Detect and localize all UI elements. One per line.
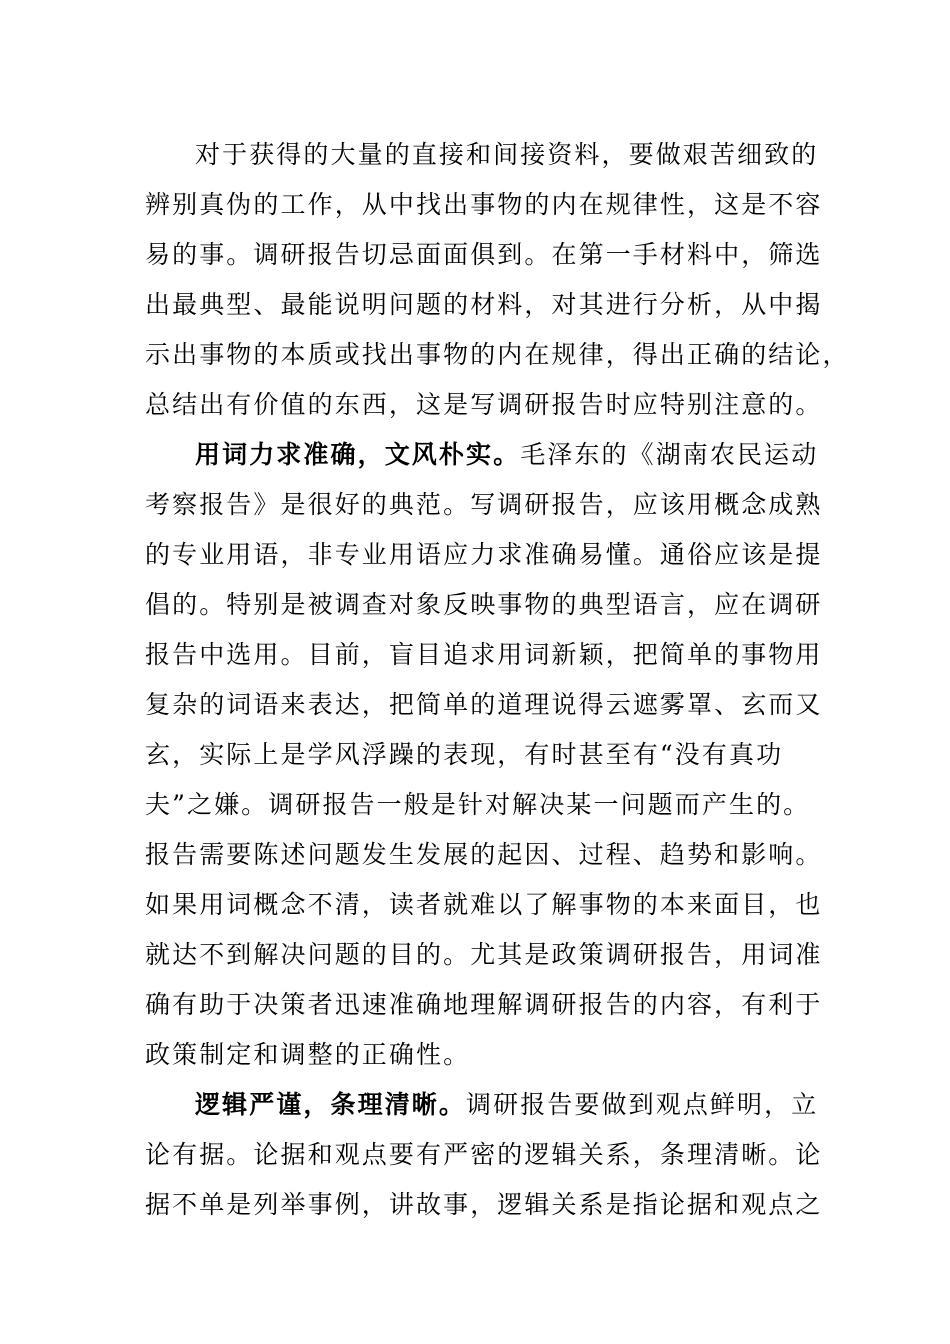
paragraph-line: 复杂的词语来表达，把简单的道理说得云遮雾罩、玄而又 bbox=[145, 690, 823, 719]
paragraph-first-line bbox=[145, 430, 819, 480]
paragraph-first-line bbox=[145, 1080, 819, 1130]
paragraph-line: 论有据。论据和观点要有严密的逻辑关系，条理清晰。论 bbox=[145, 1140, 823, 1169]
paragraph-line: 总结出有价值的东西，这是写调研报告时应特别注意的。 bbox=[145, 390, 823, 419]
paragraph-line: 报告需要陈述问题发生发展的起因、过程、趋势和影响。 bbox=[145, 840, 823, 869]
paragraph-first-line-text: 调研报告要做到观点鲜明，立 bbox=[466, 1090, 819, 1119]
paragraph-first-line-text: 毛泽东的《湖南农民运动 bbox=[520, 440, 819, 469]
paragraph-line: 的专业用语，非专业用语应力求准确易懂。通俗应该是提 bbox=[145, 540, 823, 569]
paragraph-line: 对于获得的大量的直接和间接资料，要做艰苦细致的 bbox=[195, 140, 819, 169]
paragraph-heading: 用词力求准确，文风朴实。 bbox=[195, 440, 521, 469]
paragraph-heading: 逻辑严谨，条理清晰。 bbox=[195, 1090, 467, 1119]
paragraph-1 bbox=[145, 130, 850, 430]
paragraph-line: 如果用词概念不清，读者就难以了解事物的本来面目，也 bbox=[145, 890, 823, 919]
document-body bbox=[145, 130, 850, 1230]
paragraph-line: 政策制定和调整的正确性。 bbox=[145, 1040, 471, 1069]
paragraph-line: 夫”之嫌。调研报告一般是针对解决某一问题而产生的。 bbox=[145, 790, 811, 819]
paragraph-line: 示出事物的本质或找出事物的内在规律，得出正确的结论， bbox=[145, 340, 850, 369]
paragraph-2 bbox=[145, 430, 823, 1080]
paragraph-line: 易的事。调研报告切忌面面俱到。在第一手材料中，筛选 bbox=[145, 240, 823, 269]
paragraph-line: 玄，实际上是学风浮躁的表现，有时甚至有“没有真功 bbox=[145, 740, 784, 769]
paragraph-line: 倡的。特别是被调查对象反映事物的典型语言，应在调研 bbox=[145, 590, 823, 619]
paragraph-line: 就达不到解决问题的目的。尤其是政策调研报告，用词准 bbox=[145, 940, 823, 969]
paragraph-line: 考察报告》是很好的典范。写调研报告，应该用概念成熟 bbox=[145, 490, 823, 519]
paragraph-3 bbox=[145, 1080, 823, 1230]
paragraph-line: 据不单是列举事例，讲故事，逻辑关系是指论据和观点之 bbox=[145, 1190, 823, 1219]
paragraph-line: 确有助于决策者迅速准确地理解调研报告的内容，有利于 bbox=[145, 990, 823, 1019]
paragraph-line: 出最典型、最能说明问题的材料，对其进行分析，从中揭 bbox=[145, 290, 823, 319]
paragraph-line: 辨别真伪的工作，从中找出事物的内在规律性，这是不容 bbox=[145, 190, 823, 219]
paragraph-line: 报告中选用。目前，盲目追求用词新颖，把简单的事物用 bbox=[145, 640, 823, 669]
